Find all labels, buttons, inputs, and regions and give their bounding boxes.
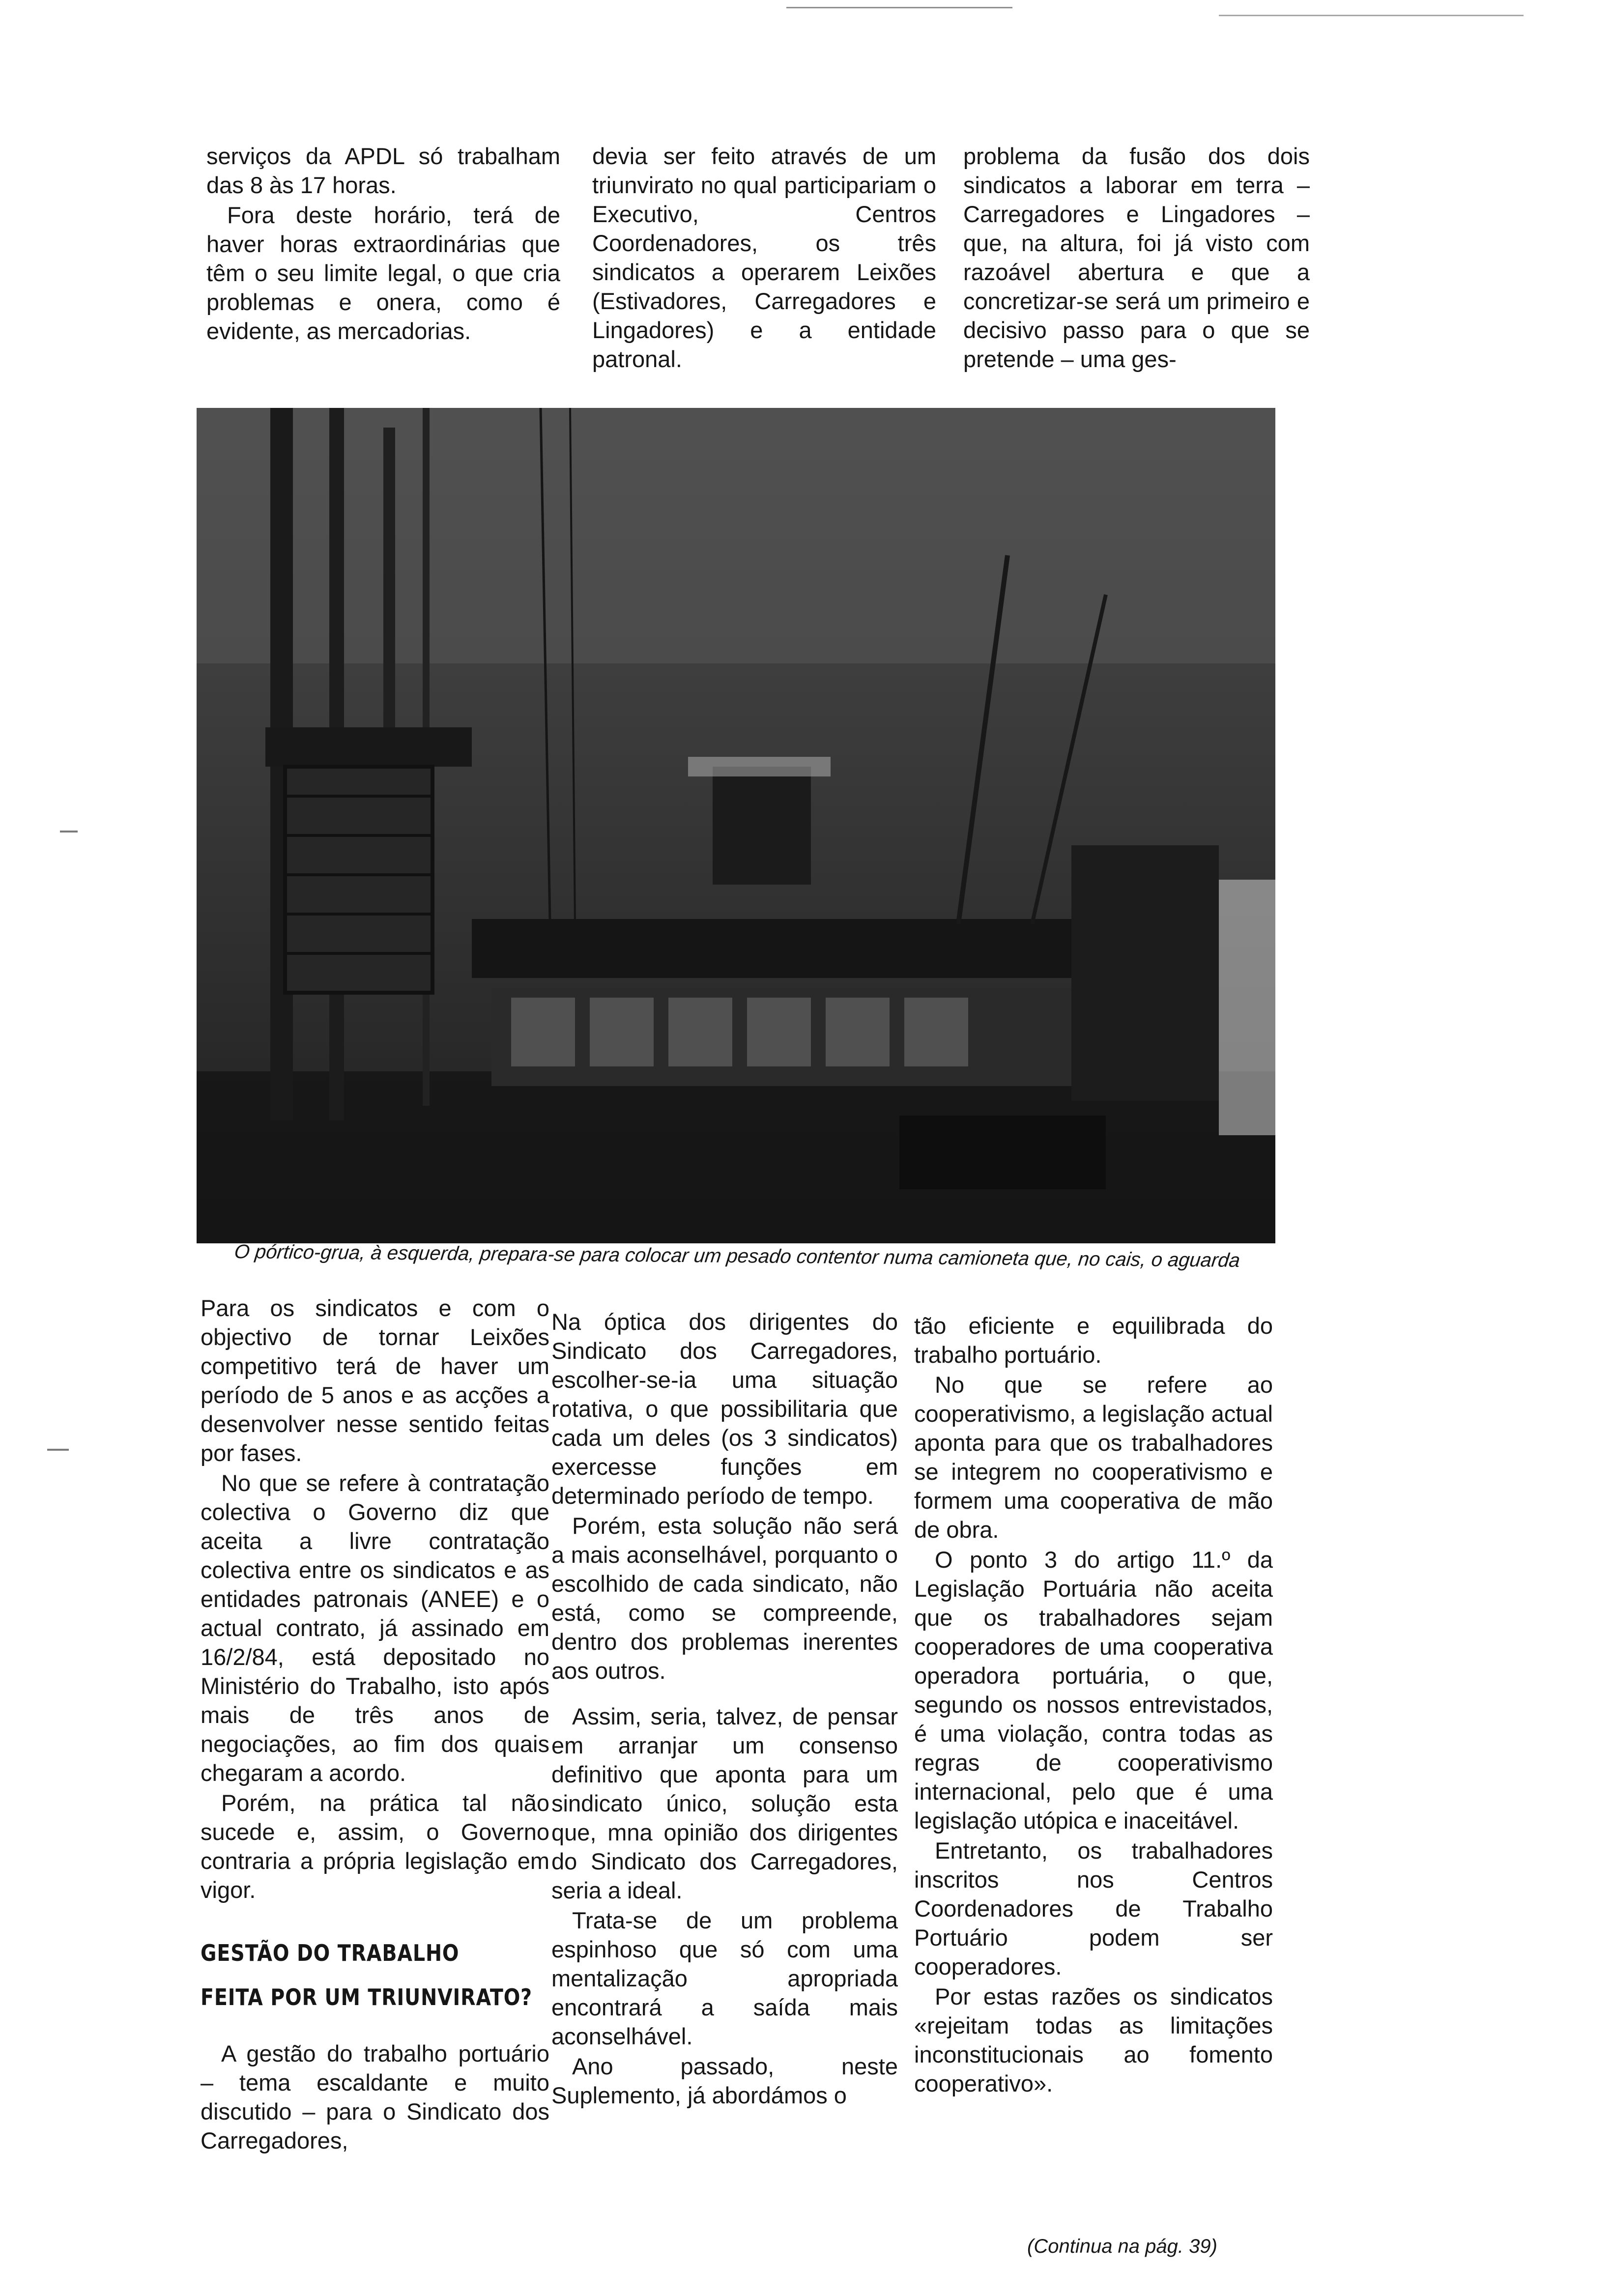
body-column-2 bbox=[551, 1307, 898, 2110]
top-column-1 bbox=[206, 142, 560, 345]
harbor-crane-photo bbox=[197, 408, 1275, 1243]
paragraph: Entretanto, os trabalhadores inscritos nos Centros Coordenadores de Trabalho Portuário podem ser cooperadores. bbox=[914, 1837, 1273, 1980]
paragraph: A gestão do trabalho portuário – tema escaldante e muito discutido – para o Sindicato dos Carregadores, bbox=[201, 2040, 549, 2153]
top-column-2 bbox=[592, 142, 936, 373]
body-column-1 bbox=[201, 1293, 549, 2155]
scan-mark bbox=[786, 7, 1012, 8]
subheading-line: GESTÃO DO TRABALHO bbox=[201, 1940, 460, 1966]
scan-mark bbox=[47, 1449, 69, 1451]
top-column-3 bbox=[963, 142, 1310, 373]
paragraph: Por estas razões os sindicatos «rejeitam todas as limitações inconstitucionais ao fomento cooperativo». bbox=[914, 1983, 1273, 2096]
paragraph: Assim, seria, talvez, de pensar em arranjar um consenso definitivo que aponta para um sindicato único, solução esta que, mna opinião dos dirigentes do Sindicato dos Carregadores, seria a ideal. bbox=[551, 1703, 898, 1903]
paragraph: Porém, esta solução não será a mais aconselhável, porquanto o escolhido de cada sindicato, não está, como se compreende, dentro dos problemas inerentes aos outros. bbox=[551, 1513, 898, 1684]
paragraph: devia ser feito através de um triunvirato no qual participariam o Executivo, Centros Coordenadores, os três sindicatos a operarem Leixões (Estivadores, Carregadores e Lingadores) e a entidade patronal. bbox=[592, 143, 936, 372]
paragraph: Para os sindicatos e com o objectivo de tornar Leixões competitivo terá de haver um período de 5 anos e as acções a desenvolver nesse sentido feitas por fases. bbox=[201, 1295, 549, 1466]
photo-illustration bbox=[197, 408, 1275, 1243]
body-column-3 bbox=[914, 1311, 1273, 2098]
paragraph: Trata-se de um problema espinhoso que só com uma mentalização apropriada encontrará a saída mais aconselhável. bbox=[551, 1907, 898, 2049]
continued-on-page-note: (Continua na pág. 39) bbox=[1027, 2236, 1217, 2257]
paragraph: Na óptica dos dirigentes do Sindicato dos Carregadores, escolher-se-ia uma situação rotativa, o que possibilitaria que cada um deles (os 3 sindicatos) exercesse funções em determinado período de tempo. bbox=[551, 1309, 898, 1509]
paragraph: O ponto 3 do artigo 11.º da Legislação Portuária não aceita que os trabalhadores sejam cooperadores de uma cooperativa operadora portuária, o que, segundo os nossos entrevistados, é uma violação, contra todas as regras de cooperativismo internacional, pelo que é uma legislação utópica e inaceitável. bbox=[914, 1547, 1273, 1834]
paragraph: serviços da APDL só trabalham das 8 às 17 horas. bbox=[206, 143, 560, 198]
photo-caption: O pórtico-grua, à esquerda, prepara-se para colocar um pesado contentor numa camioneta que, no cais, o aguarda bbox=[233, 1241, 1241, 1271]
paragraph: Ano passado, neste Suplemento, já abordámos o bbox=[551, 2053, 898, 2108]
paragraph: tão eficiente e equilibrada do trabalho portuário. bbox=[914, 1313, 1273, 1368]
subheading-line: FEITA POR UM TRIUNVIRATO? bbox=[201, 1984, 533, 2010]
paragraph: Fora deste horário, terá de haver horas extraordinárias que têm o seu limite legal, o que cria problemas e onera, como é evidente, as mercadorias. bbox=[206, 202, 560, 344]
paragraph: No que se refere à contratação colectiva o Governo diz que aceita a livre contratação colectiva entre os sindicatos e as entidades patronais (ANEE) e o actual contrato, já assinado em 16/2/84, está depositado no Ministério do Trabalho, isto após mais de três anos de negociações, ao fim dos quais chegaram a acordo. bbox=[201, 1470, 549, 1786]
paragraph: problema da fusão dos dois sindicatos a laborar em terra – Carregadores e Lingadores – que, na altura, foi já visto com razoável abertura e que a concretizar-se será um primeiro e decisivo passo para o que se pretende – uma ges- bbox=[963, 143, 1310, 372]
section-subheading bbox=[201, 1931, 533, 2019]
paragraph: Porém, na prática tal não sucede e, assim, o Governo contraria a própria legislação em vigor. bbox=[201, 1790, 549, 1903]
scan-mark bbox=[60, 831, 78, 832]
scan-mark bbox=[1219, 15, 1524, 16]
paragraph: No que se refere ao cooperativismo, a legislação actual aponta para que os trabalhadores se integrem no cooperativismo e formem uma cooperativa de mão de obra. bbox=[914, 1372, 1273, 1543]
